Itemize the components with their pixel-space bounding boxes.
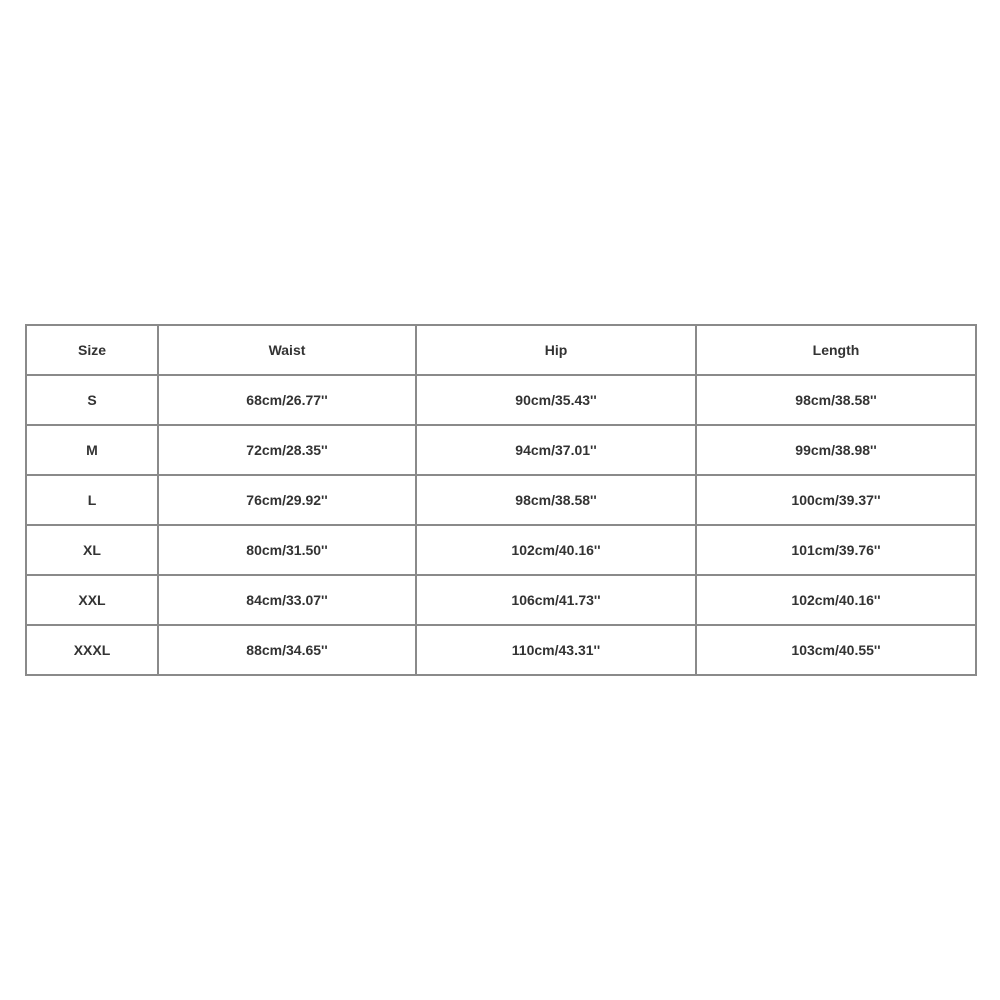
table-row <box>26 475 976 525</box>
hip-cell: 110cm/43.31'' <box>416 625 696 675</box>
hip-cell: 106cm/41.73'' <box>416 575 696 625</box>
length-cell: 98cm/38.58'' <box>696 375 976 425</box>
length-cell: 99cm/38.98'' <box>696 425 976 475</box>
table-header <box>26 325 976 375</box>
length-cell: 102cm/40.16'' <box>696 575 976 625</box>
waist-cell: 68cm/26.77'' <box>158 375 416 425</box>
header-hip: Hip <box>416 325 696 375</box>
waist-cell: 80cm/31.50'' <box>158 525 416 575</box>
header-row <box>26 325 976 375</box>
table-row <box>26 525 976 575</box>
length-cell: 101cm/39.76'' <box>696 525 976 575</box>
length-cell: 100cm/39.37'' <box>696 475 976 525</box>
size-cell: S <box>26 375 158 425</box>
table-row <box>26 425 976 475</box>
table-body <box>26 375 976 675</box>
size-chart-table <box>25 324 977 676</box>
hip-cell: 90cm/35.43'' <box>416 375 696 425</box>
table-row <box>26 375 976 425</box>
waist-cell: 72cm/28.35'' <box>158 425 416 475</box>
waist-cell: 76cm/29.92'' <box>158 475 416 525</box>
hip-cell: 102cm/40.16'' <box>416 525 696 575</box>
header-size: Size <box>26 325 158 375</box>
size-cell: L <box>26 475 158 525</box>
waist-cell: 88cm/34.65'' <box>158 625 416 675</box>
waist-cell: 84cm/33.07'' <box>158 575 416 625</box>
header-length: Length <box>696 325 976 375</box>
size-cell: XXXL <box>26 625 158 675</box>
size-cell: XL <box>26 525 158 575</box>
hip-cell: 94cm/37.01'' <box>416 425 696 475</box>
size-cell: M <box>26 425 158 475</box>
size-cell: XXL <box>26 575 158 625</box>
header-waist: Waist <box>158 325 416 375</box>
table-row <box>26 625 976 675</box>
length-cell: 103cm/40.55'' <box>696 625 976 675</box>
table-row <box>26 575 976 625</box>
hip-cell: 98cm/38.58'' <box>416 475 696 525</box>
